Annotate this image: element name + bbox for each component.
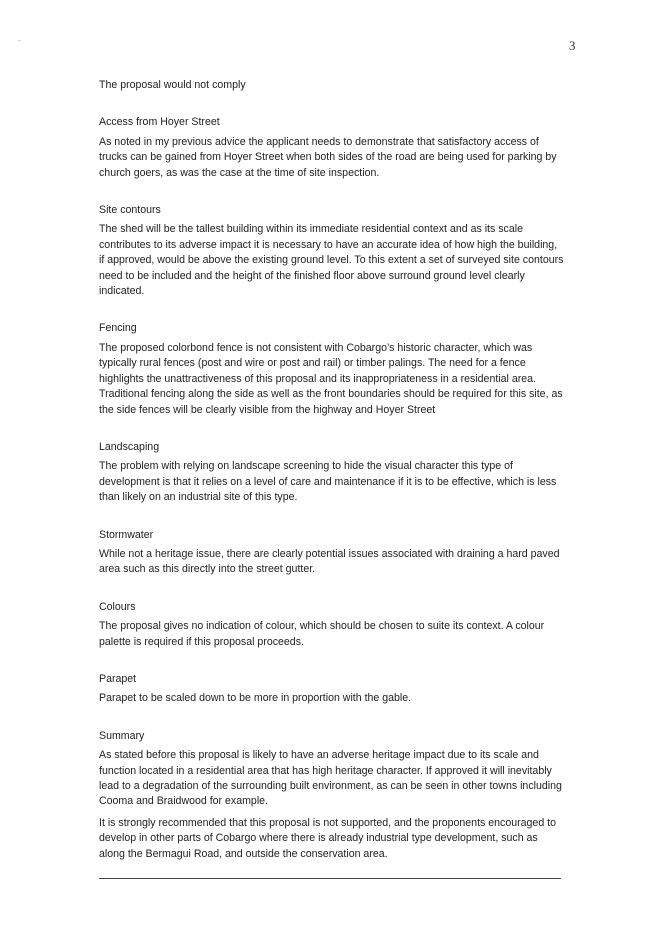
section-heading: Parapet — [99, 672, 137, 685]
section-paragraph: As noted in my previous advice the applicant needs to demonstrate that satisfactory access of trucks can be gained from Hoyer Street when both sides of the road are being used for parking by church goers, as was the case at the time of site inspection. — [99, 135, 557, 179]
section-heading: Site contours — [99, 204, 161, 217]
section-heading: Stormwater — [99, 528, 154, 541]
section-paragraph: The proposal gives no indication of colour, which should be chosen to suite its context. A colour palette is required if this proposal proceeds. — [99, 620, 545, 648]
section-paragraph: The proposed colorbond fence is not consistent with Cobargo’s historic character, which was typically rural fences (post and wire or post and rail) or timber palings. The need for a fence highlights the unattractiveness of this proposal and its inappropriateness in a residential area. Traditional fencing along the side as well as the front boundaries should be required for this site, as the side fences will be clearly visible from the highway and Hoyer Street — [99, 341, 563, 416]
intro-statement: The proposal would not comply — [99, 79, 246, 91]
section-paragraph: The problem with relying on landscape screening to hide the visual character this type of development is that it relies on a level of care and maintenance if it is to be effective, which is less than likely on an industrial site of this type. — [99, 460, 557, 504]
section-parapet — [99, 672, 565, 707]
section-fencing — [99, 321, 565, 417]
section-heading: Summary — [99, 729, 145, 742]
section-colours — [99, 600, 565, 650]
scan-mark — [18, 40, 21, 41]
section-heading: Fencing — [99, 322, 137, 335]
footer-divider — [99, 878, 561, 879]
section-paragraph: As stated before this proposal is likely to have an adverse heritage impact due to its scale and function located in a residential area that has high heritage character. If approved it will inevitably lead to a degradation of the surrounding built environment, as can be seen in other towns including Cooma and Braidwood for example. — [99, 749, 562, 808]
section-paragraph: Parapet to be scaled down to be more in proportion with the gable. — [99, 692, 412, 705]
section-summary — [99, 729, 565, 862]
section-access — [99, 115, 565, 181]
section-paragraph: While not a heritage issue, there are clearly potential issues associated with draining a hard paved area such as this directly into the street gutter. — [99, 547, 560, 576]
page-number: 3 — [569, 38, 576, 53]
section-paragraph: It is strongly recommended that this proposal is not supported, and the proponents encouraged to develop in other parts of Cobargo where there is already industrial type development, such as along the Bermagui Road, and outside the conservation area. — [99, 816, 556, 860]
section-stormwater — [99, 528, 565, 578]
section-heading: Access from Hoyer Street — [99, 116, 220, 129]
section-landscaping — [99, 440, 565, 506]
section-site-contours — [99, 203, 565, 299]
section-paragraph: The shed will be the tallest building within its immediate residential context and as its scale contributes to its adverse impact it is necessary to have an accurate idea of how high the building, if approved, would be above the existing ground level. To this extent a set of surveyed site contours need to be included and the height of the finished floor above surround ground level clearly indicated. — [99, 223, 564, 298]
section-heading: Colours — [99, 600, 136, 613]
document-body — [99, 78, 565, 862]
section-heading: Landscaping — [99, 440, 160, 453]
